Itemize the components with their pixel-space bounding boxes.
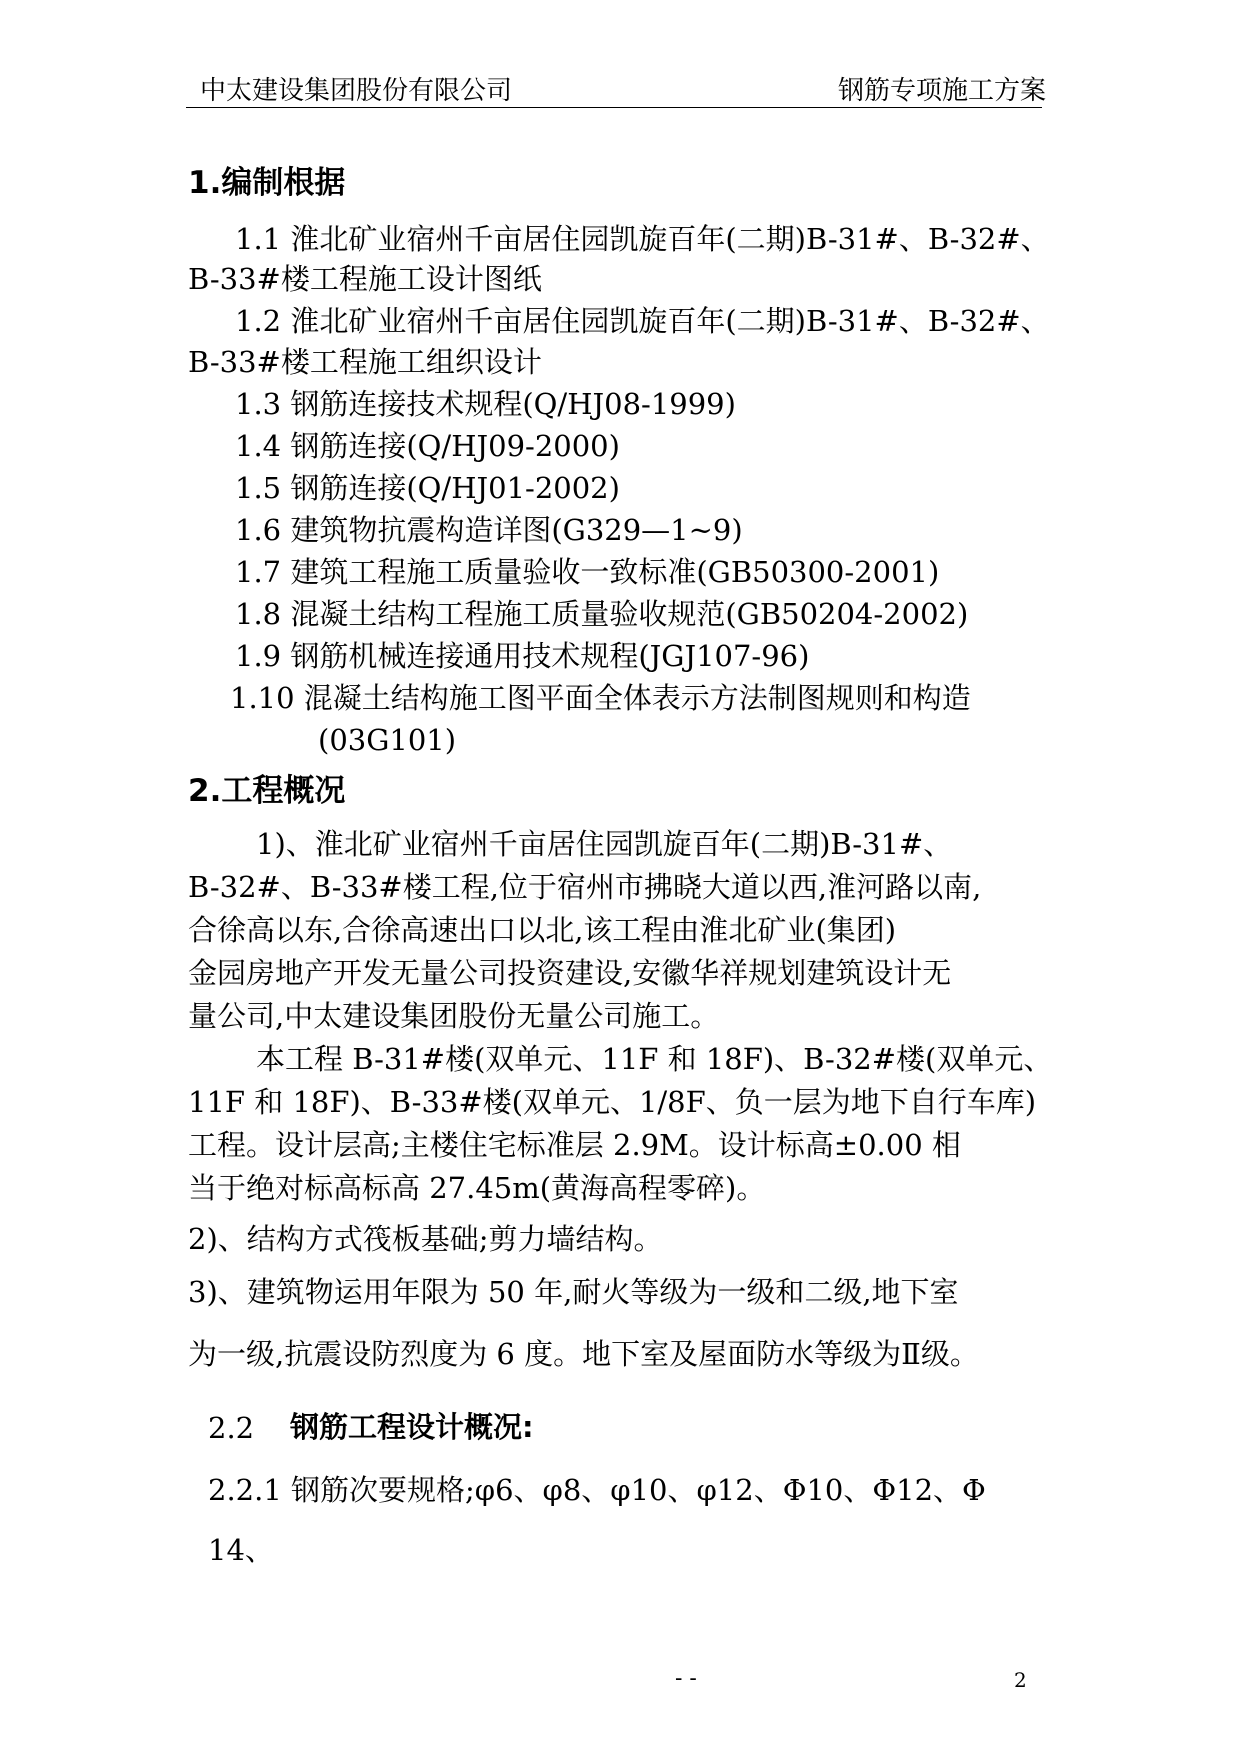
fire-rating-line-1: 3)、建筑物运用年限为 50 年,耐火等级为一级和二级,地下室 xyxy=(188,1275,959,1309)
overview-line-9: 当于绝对标高标高 27.45m(黄海高程零碎)。 xyxy=(188,1171,766,1205)
footer-marks: - - xyxy=(675,1666,697,1691)
ref-item-1-2: 1.2 淮北矿业宿州千亩居住园凯旋百年(二期)B-31#、B-32#、 xyxy=(235,304,1050,338)
section-2-heading: 2.工程概况 xyxy=(188,773,346,809)
overview-line-8: 工程。设计层高;主楼住宅标准层 2.9M。设计标高±0.00 相 xyxy=(188,1128,961,1162)
overview-line-3: 合徐高以东,合徐高速出口以北,该工程由淮北矿业(集团) xyxy=(188,913,897,947)
ref-item-1-2-cont: B-33#楼工程施工组织设计 xyxy=(188,345,542,379)
rebar-spec-line-1: 2.2.1 钢筋次要规格;φ6、φ8、φ10、φ12、Φ10、Φ12、Φ xyxy=(208,1473,986,1507)
ref-item-1-4: 1.4 钢筋连接(Q/HJ09-2000) xyxy=(235,429,620,463)
ref-item-1-6: 1.6 建筑物抗震构造详图(G329—1~9) xyxy=(235,513,743,547)
rebar-spec-line-2: 14、 xyxy=(208,1533,274,1567)
structure-line: 2)、结构方式筏板基础;剪力墙结构。 xyxy=(188,1222,663,1256)
fire-rating-line-2: 为一级,抗震设防烈度为 6 度。地下室及屋面防水等级为Ⅱ级。 xyxy=(188,1337,979,1371)
ref-item-1-7: 1.7 建筑工程施工质量验收一致标准(GB50300-2001) xyxy=(235,555,940,589)
overview-line-6: 本工程 B-31#楼(双单元、11F 和 18F)、B-32#楼(双单元、 xyxy=(256,1042,1053,1076)
ref-item-1-9: 1.9 钢筋机械连接通用技术规程(JGJ107-96) xyxy=(235,639,810,673)
ref-item-1-8: 1.8 混凝土结构工程施工质量验收规范(GB50204-2002) xyxy=(235,597,969,631)
overview-line-4: 金园房地产开发无量公司投资建设,安徽华祥规划建筑设计无 xyxy=(188,956,952,990)
header-doc-title: 钢筋专项施工方案 xyxy=(838,76,1047,106)
ref-item-1-1-cont: B-33#楼工程施工设计图纸 xyxy=(188,262,542,296)
header-divider xyxy=(186,107,1042,108)
section-2-2-number: 2.2 xyxy=(208,1411,255,1445)
section-2-2-heading: 钢筋工程设计概况: xyxy=(290,1410,534,1444)
section-1-heading: 1.编制根据 xyxy=(188,165,346,201)
ref-item-1-5: 1.5 钢筋连接(Q/HJ01-2002) xyxy=(235,471,620,505)
overview-line-2: B-32#、B-33#楼工程,位于宿州市拂晓大道以西,淮河路以南, xyxy=(188,870,982,904)
page-number: 2 xyxy=(1014,1668,1027,1692)
overview-line-7: 11F 和 18F)、B-33#楼(双单元、1/8F、负一层为地下自行车库) xyxy=(188,1085,1037,1119)
ref-item-1-1: 1.1 淮北矿业宿州千亩居住园凯旋百年(二期)B-31#、B-32#、 xyxy=(235,222,1050,256)
ref-item-1-10-cont: (03G101) xyxy=(318,723,457,757)
overview-line-1: 1)、淮北矿业宿州千亩居住园凯旋百年(二期)B-31#、 xyxy=(256,827,953,861)
ref-item-1-3: 1.3 钢筋连接技术规程(Q/HJ08-1999) xyxy=(235,387,736,421)
ref-item-1-10: 1.10 混凝土结构施工图平面全体表示方法制图规则和构造 xyxy=(230,681,971,715)
header-company: 中太建设集团股份有限公司 xyxy=(200,76,513,106)
overview-line-5: 量公司,中太建设集团股份无量公司施工。 xyxy=(188,999,720,1033)
